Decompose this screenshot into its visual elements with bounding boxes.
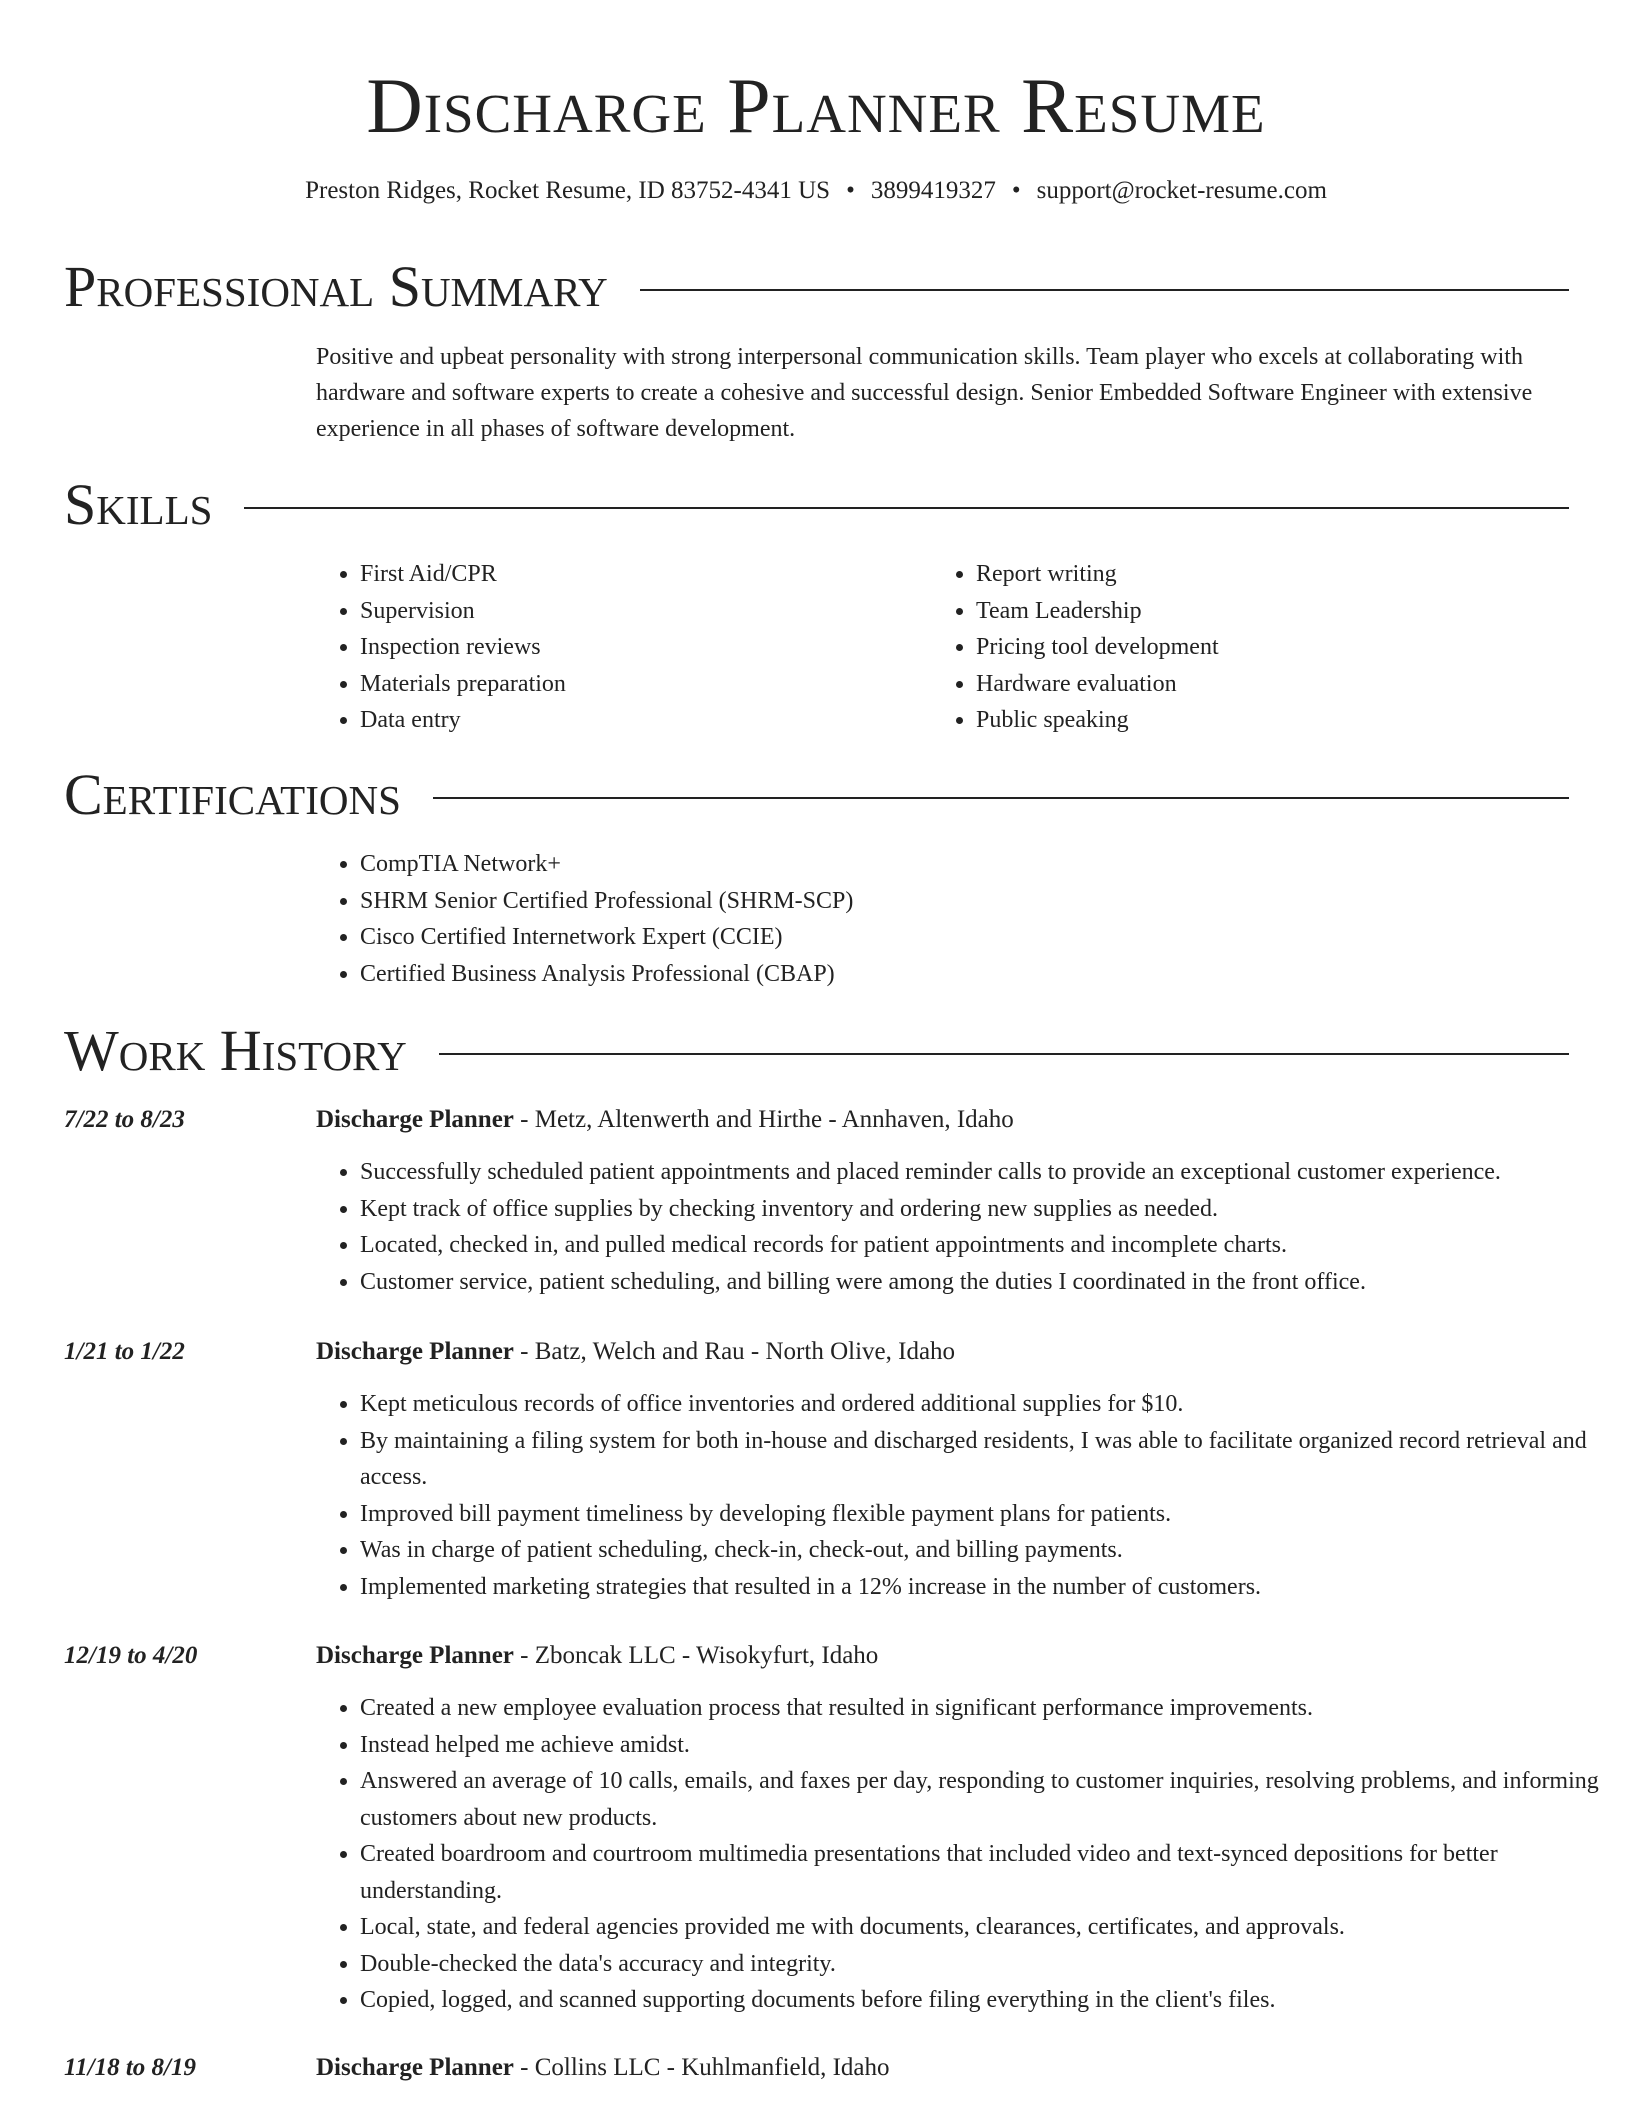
job-duty-item: • By maintaining a filing system for both in-house and discharged residents, I was able to facilitate organized record retrieval and access. (360, 1423, 1620, 1496)
certifications-section-title: Certifications (64, 762, 401, 827)
job-title: Discharge Planner (316, 1106, 514, 1133)
job-duty-item: • Kept meticulous records of office inventories and ordered additional supplies for $10. (360, 1386, 1620, 1423)
job-duty-item: • Local, state, and federal agencies provided me with documents, clearances, certificates, and approvals. (360, 1909, 1620, 1946)
job-heading (316, 1102, 1014, 1138)
certification-item: • CompTIA Network+ (360, 846, 1620, 883)
summary-section-header (64, 252, 1569, 322)
certifications-list (316, 846, 1620, 992)
job-duty-item: • Copied, logged, and scanned supporting documents before filing everything in the client's files. (360, 1982, 1620, 2019)
skill-item: • Hardware evaluation (976, 666, 1576, 703)
job-duty-item: • Answered an average of 10 calls, emails, and faxes per day, responding to customer inquiries, resolving problems, and informing customers about new products. (360, 1763, 1620, 1836)
contact-line (0, 174, 1632, 208)
job-heading (316, 2050, 890, 2086)
contact-phone: 3899419327 (870, 177, 996, 204)
summary-section-title: Professional Summary (64, 254, 608, 319)
job-duty-item: • Implemented marketing strategies that resulted in a 12% increase in the number of customers. (360, 1569, 1620, 1606)
summary-text: Positive and upbeat personality with strong interpersonal communication skills. Team player who excels at collaborating with hardware and software experts to create a cohesive and successful design. Senior Embedded Software Engineer with extensive experience in all phases of software development. (316, 344, 1533, 442)
skill-item: • First Aid/CPR (360, 556, 920, 593)
job-employer-location: - Metz, Altenwerth and Hirthe - Annhaven, Idaho (513, 1106, 1014, 1133)
contact-separator: • (846, 177, 855, 204)
job-heading (316, 1638, 878, 1674)
certification-item: • Certified Business Analysis Professional (CBAP) (360, 956, 1620, 993)
job-duty-item: • Created boardroom and courtroom multimedia presentations that included video and text-synced depositions for better understanding. (360, 1836, 1620, 1909)
skill-item: • Team Leadership (976, 593, 1576, 630)
job-title: Discharge Planner (316, 1338, 514, 1365)
job-duty-item: • Created a new employee evaluation process that resulted in significant performance improvements. (360, 1690, 1620, 1727)
job-dates: 1/21 to 1/22 (64, 1338, 185, 1365)
job-duties-list (316, 1386, 1620, 1605)
job-dates: 11/18 to 8/19 (64, 2054, 196, 2081)
job-duty-item: • Improved bill payment timeliness by developing flexible payment plans for patients. (360, 1496, 1620, 1533)
skill-item: • Report writing (976, 556, 1576, 593)
section-divider (433, 797, 1569, 799)
job-employer-location: - Collins LLC - Kuhlmanfield, Idaho (513, 2054, 890, 2081)
job-duty-item: • Located, checked in, and pulled medical records for patient appointments and incomplete charts. (360, 1227, 1620, 1264)
skill-item: • Pricing tool development (976, 629, 1576, 666)
job-employer-location: - Batz, Welch and Rau - North Olive, Idaho (513, 1338, 956, 1365)
skill-item: • Public speaking (976, 702, 1576, 739)
section-divider (244, 507, 1569, 509)
skills-section-header (64, 470, 1569, 540)
certification-item: • SHRM Senior Certified Professional (SHRM-SCP) (360, 883, 1620, 920)
resume-name: Discharge Planner Resume (366, 62, 1266, 149)
work-history-section-title: Work History (64, 1018, 407, 1083)
skills-section-title: Skills (64, 472, 213, 537)
skill-item: • Materials preparation (360, 666, 920, 703)
job-dates: 12/19 to 4/20 (64, 1642, 198, 1669)
contact-email: support@rocket-resume.com (1036, 177, 1327, 204)
skill-item: • Supervision (360, 593, 920, 630)
job-heading (316, 1334, 955, 1370)
job-title: Discharge Planner (316, 2054, 514, 2081)
certification-item: • Cisco Certified Internetwork Expert (CCIE) (360, 919, 1620, 956)
contact-separator: • (1011, 177, 1021, 204)
skill-item: • Data entry (360, 702, 920, 739)
job-duty-item: • Successfully scheduled patient appointments and placed reminder calls to provide an exceptional customer experience. (360, 1154, 1620, 1191)
job-title: Discharge Planner (316, 1642, 514, 1669)
skills-list-left (316, 556, 920, 739)
job-duty-item: • Was in charge of patient scheduling, check-in, check-out, and billing payments. (360, 1532, 1620, 1569)
skill-item: • Inspection reviews (360, 629, 920, 666)
work-history-section-header (64, 1016, 1569, 1086)
section-divider (640, 289, 1569, 291)
section-divider (439, 1053, 1569, 1055)
job-duty-item: • Customer service, patient scheduling, and billing were among the duties I coordinated in the front office. (360, 1264, 1620, 1301)
job-duty-item: • Instead helped me achieve amidst. (360, 1727, 1620, 1764)
contact-address: Preston Ridges, Rocket Resume, ID 83752-4341 US (305, 177, 831, 204)
skills-list-right (932, 556, 1576, 739)
job-duties-list (316, 1154, 1620, 1300)
job-duties-list (316, 1690, 1620, 2019)
job-dates: 7/22 to 8/23 (64, 1106, 185, 1133)
job-duty-item: • Kept track of office supplies by checking inventory and ordering new supplies as needed. (360, 1191, 1620, 1228)
job-duty-item: • Double-checked the data's accuracy and integrity. (360, 1946, 1620, 1983)
certifications-section-header (64, 760, 1569, 830)
job-employer-location: - Zboncak LLC - Wisokyfurt, Idaho (513, 1642, 879, 1669)
